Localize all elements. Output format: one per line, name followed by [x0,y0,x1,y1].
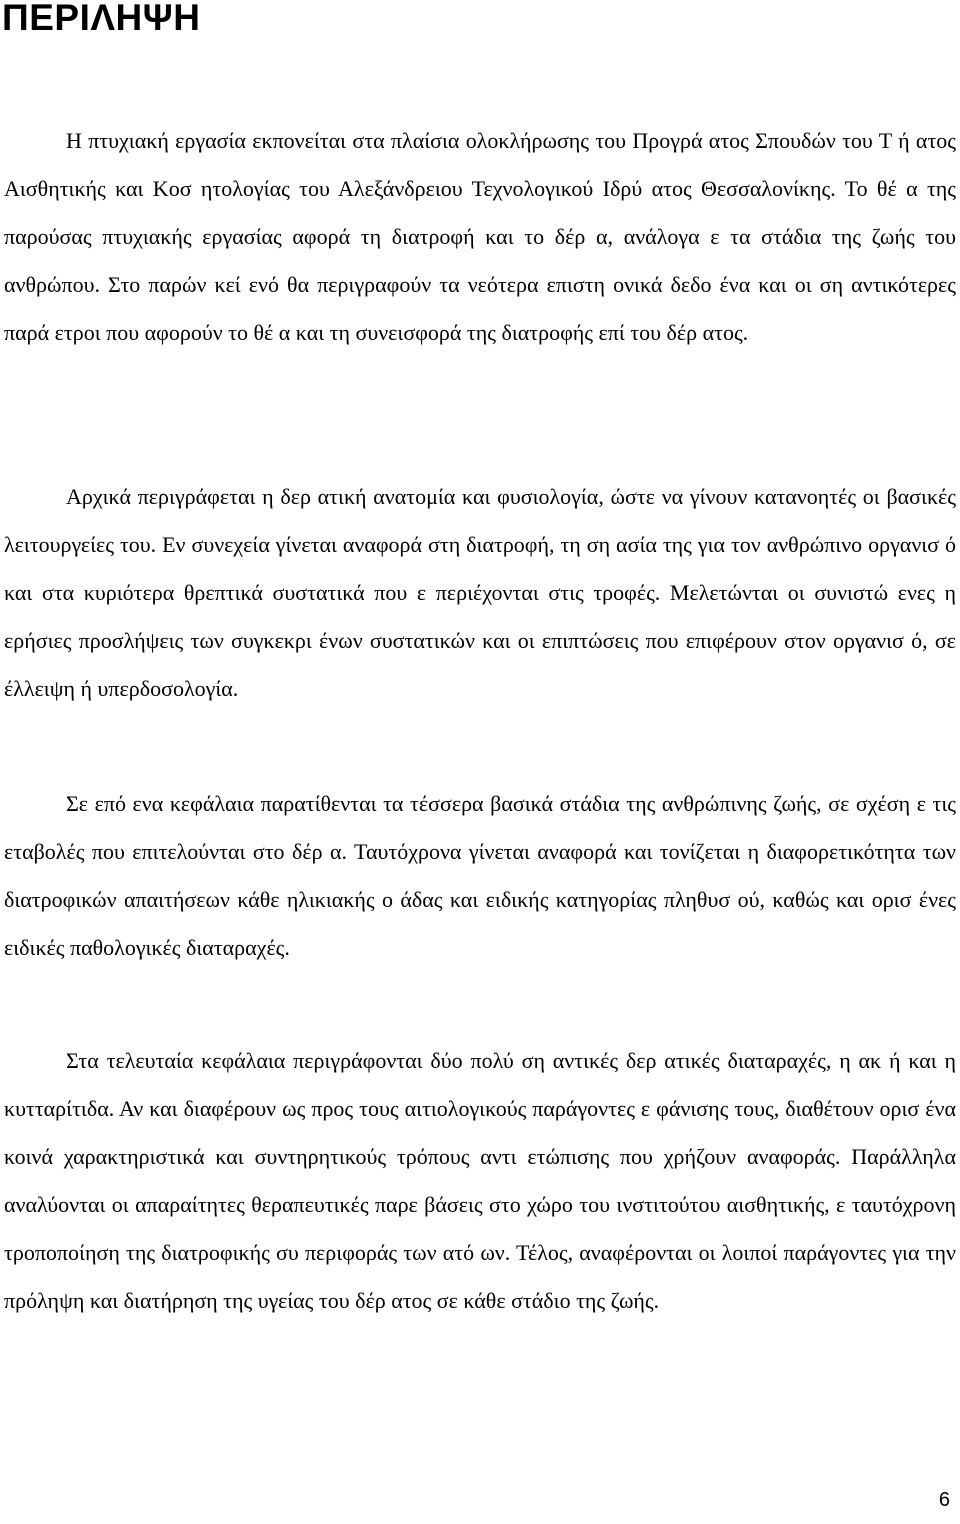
page-title: ΠΕΡΙΛΗΨΗ [2,0,201,38]
abstract-paragraph-anatomy: Αρχικά περιγράφεται η δερ ατική ανατομία και φυσιολογία, ώστε να γίνουν κατανοητές οι βασικές λειτουργείες του. Εν συνεχεία γίνεται αναφορά στη διατροφή, τη ση ασία της για τον ανθρώπινο οργανισ ό και στα κυριότερα θρεπτικά συστατικά που ε περιέχονται στις τροφές. Μελετώνται οι συνιστώ ενες η ερήσιες προσλήψεις των συγκεκρι ένων συστατικών και οι επιπτώσεις που επιφέρουν στον οργανισ ό, σε έλλειψη ή υπερδοσολογία. [4,484,956,701]
abstract-paragraph-disorders: Στα τελευταία κεφάλαια περιγράφονται δύο πολύ ση αντικές δερ ατικές διαταραχές, η ακ ή και η κυτταρίτιδα. Αν και διαφέρουν ως προς τους αιτιολογικούς παράγοντες ε φάνισης τους, διαθέτουν ορισ ένα κοινά χαρακτηριστικά και συντηρητικούς τρόπους αντι ετώπισης που χρήζουν αναφοράς. Παράλληλα αναλύονται οι απαραίτητες θεραπευτικές παρε βάσεις στο χώρο του ινστιτούτου αισθητικής, ε ταυτόχρονη τροποποίηση της διατροφικής συ περιφοράς των ατό ων. Τέλος, αναφέρονται οι λοιποί παράγοντες για την πρόληψη και διατήρηση της υγείας του δέρ ατος σε κάθε στάδιο της ζωής. [4,1048,956,1313]
abstract-paragraph-intro: Η πτυχιακή εργασία εκπονείται στα πλαίσια ολοκλήρωσης του Προγρά ατος Σπουδών του Τ ή ατος Αισθητικής και Κοσ ητολογίας του Αλεξάνδρειου Τεχνολογικού Ιδρύ ατος Θεσσαλονίκης. Το θέ α της παρούσας πτυχιακής εργασίας αφορά τη διατροφή και το δέρ α, ανάλογα ε τα στάδια της ζωής του ανθρώπου. Στο παρών κεί ενό θα περιγραφούν τα νεότερα επιστη ονικά δεδο ένα και οι ση αντικότερες παρά ετροι που αφορούν το θέ α και τη συνεισφορά της διατροφής επί του δέρ ατος. [4,128,956,345]
page-number: 6 [938,1489,950,1511]
abstract-paragraph-life-stages: Σε επό ενα κεφάλαια παρατίθενται τα τέσσερα βασικά στάδια της ανθρώπινης ζωής, σε σχέση ε τις εταβολές που επιτελούνται στο δέρ α. Ταυτόχρονα γίνεται αναφορά και τονίζεται η διαφορετικότητα των διατροφικών απαιτήσεων κάθε ηλικιακής ο άδας και ειδικής κατηγορίας πληθυσ ού, καθώς και ορισ ένες ειδικές παθολογικές διαταραχές. [4,791,956,960]
